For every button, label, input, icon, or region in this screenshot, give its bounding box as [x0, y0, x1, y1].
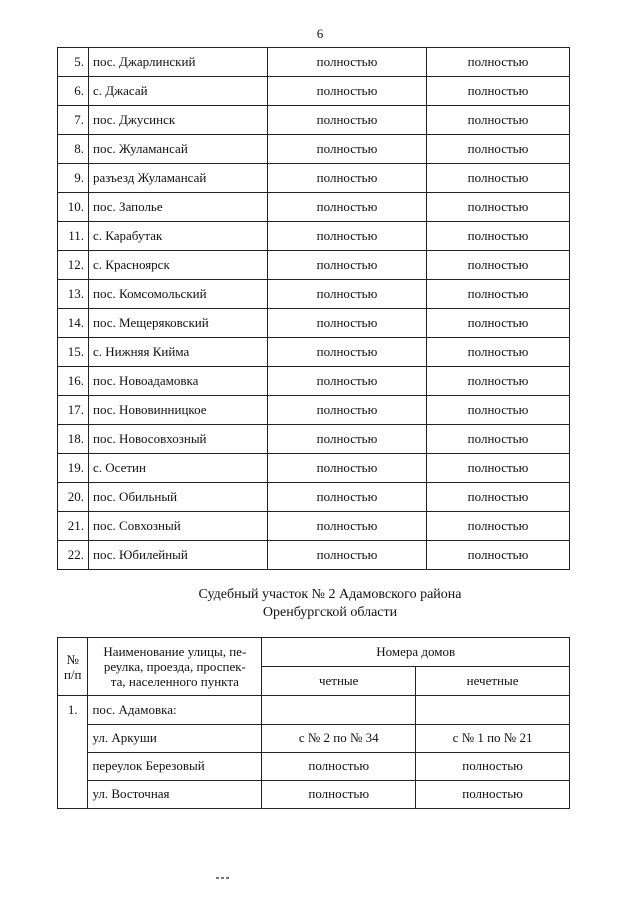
row-num: 8. [58, 135, 89, 164]
row-num [58, 724, 88, 752]
table-row [58, 512, 570, 541]
table-row [58, 106, 570, 135]
row-num: 10. [58, 193, 89, 222]
page-number: 6 [316, 26, 324, 41]
table-row [58, 251, 570, 280]
table-row [58, 338, 570, 367]
row-name: пос. Нововинницкое [89, 396, 268, 425]
street-name: ул. Восточная [88, 780, 262, 809]
row-name: пос. Заполье [89, 193, 268, 222]
header-num: № п/п [58, 638, 88, 696]
row-odd: полностью [427, 135, 570, 164]
row-name: с. Осетин [89, 454, 268, 483]
row-num: 6. [58, 77, 89, 106]
header-even: четные [262, 667, 416, 696]
settlement-num: 1. [58, 696, 88, 725]
settlement-name: пос. Адамовка: [88, 696, 262, 725]
street-odd: с № 1 по № 21 [416, 724, 570, 752]
table-row [58, 752, 570, 780]
row-num: 21. [58, 512, 89, 541]
settlement-even [262, 696, 416, 725]
table-row [58, 425, 570, 454]
row-even: полностью [268, 483, 427, 512]
row-even: полностью [268, 309, 427, 338]
table-row [58, 696, 570, 725]
row-odd: полностью [427, 77, 570, 106]
row-name: пос. Комсомольский [89, 280, 268, 309]
row-odd: полностью [427, 309, 570, 338]
row-odd: полностью [427, 425, 570, 454]
row-even: полностью [268, 222, 427, 251]
row-num: 16. [58, 367, 89, 396]
row-odd: полностью [427, 280, 570, 309]
row-num: 15. [58, 338, 89, 367]
row-num: 20. [58, 483, 89, 512]
header-odd: нечетные [416, 667, 570, 696]
row-even: полностью [268, 512, 427, 541]
row-name: с. Нижняя Кийма [89, 338, 268, 367]
section-caption [0, 586, 640, 622]
row-name: разъезд Жуламансай [89, 164, 268, 193]
table-row [58, 396, 570, 425]
row-odd: полностью [427, 541, 570, 570]
row-even: полностью [268, 106, 427, 135]
table-row [58, 135, 570, 164]
street-name: переулок Березовый [88, 752, 262, 780]
table-row [58, 541, 570, 570]
table-row [58, 483, 570, 512]
row-num: 14. [58, 309, 89, 338]
row-num [58, 752, 88, 780]
row-num: 7. [58, 106, 89, 135]
row-odd: полностью [427, 48, 570, 77]
row-even: полностью [268, 454, 427, 483]
row-odd: полностью [427, 193, 570, 222]
row-odd: полностью [427, 396, 570, 425]
street-odd: полностью [416, 752, 570, 780]
header-name: Наименование улицы, пе- реулка, проезда, проспек- та, населенного пункта [88, 638, 262, 696]
row-name: с. Джасай [89, 77, 268, 106]
row-name: с. Красноярск [89, 251, 268, 280]
row-even: полностью [268, 251, 427, 280]
row-even: полностью [268, 135, 427, 164]
row-odd: полностью [427, 483, 570, 512]
row-even: полностью [268, 164, 427, 193]
table-row [58, 48, 570, 77]
table-row [58, 454, 570, 483]
settlement-odd [416, 696, 570, 725]
row-num [58, 780, 88, 809]
settlements-table-body [58, 48, 570, 570]
row-odd: полностью [427, 367, 570, 396]
table-row [58, 193, 570, 222]
row-odd: полностью [427, 454, 570, 483]
row-name: пос. Мещеряковский [89, 309, 268, 338]
row-name: пос. Совхозный [89, 512, 268, 541]
table-row [58, 309, 570, 338]
row-num: 22. [58, 541, 89, 570]
streets-table-body [58, 696, 570, 809]
row-name: с. Карабутак [89, 222, 268, 251]
row-odd: полностью [427, 338, 570, 367]
header-house-numbers: Номера домов [262, 638, 570, 667]
streets-table [57, 637, 570, 809]
row-even: полностью [268, 338, 427, 367]
street-even: полностью [262, 752, 416, 780]
table-row [58, 222, 570, 251]
row-even: полностью [268, 396, 427, 425]
table-row [58, 280, 570, 309]
row-name: пос. Обильный [89, 483, 268, 512]
row-name: пос. Джусинск [89, 106, 268, 135]
row-even: полностью [268, 280, 427, 309]
row-even: полностью [268, 425, 427, 454]
row-odd: полностью [427, 106, 570, 135]
row-even: полностью [268, 48, 427, 77]
street-even: полностью [262, 780, 416, 809]
row-even: полностью [268, 541, 427, 570]
table-row [58, 780, 570, 809]
table-row [58, 164, 570, 193]
row-num: 5. [58, 48, 89, 77]
row-odd: полностью [427, 164, 570, 193]
row-odd: полностью [427, 251, 570, 280]
row-name: пос. Джарлинский [89, 48, 268, 77]
scan-smudge [216, 866, 234, 869]
row-name: пос. Новоадамовка [89, 367, 268, 396]
row-num: 9. [58, 164, 89, 193]
street-even: с № 2 по № 34 [262, 724, 416, 752]
row-even: полностью [268, 367, 427, 396]
row-odd: полностью [427, 512, 570, 541]
section-title-line1: Судебный участок № 2 Адамовского района [198, 587, 462, 602]
section-title-line2: Оренбургской области [262, 605, 398, 620]
row-even: полностью [268, 193, 427, 222]
row-name: пос. Жуламансай [89, 135, 268, 164]
settlements-table [57, 47, 570, 570]
row-num: 11. [58, 222, 89, 251]
row-odd: полностью [427, 222, 570, 251]
table-row [58, 77, 570, 106]
row-num: 12. [58, 251, 89, 280]
table-row [58, 367, 570, 396]
street-odd: полностью [416, 780, 570, 809]
row-num: 13. [58, 280, 89, 309]
row-num: 17. [58, 396, 89, 425]
row-num: 18. [58, 425, 89, 454]
row-even: полностью [268, 77, 427, 106]
street-name: ул. Аркуши [88, 724, 262, 752]
row-num: 19. [58, 454, 89, 483]
table-row [58, 724, 570, 752]
row-name: пос. Юбилейный [89, 541, 268, 570]
row-name: пос. Новосовхозный [89, 425, 268, 454]
